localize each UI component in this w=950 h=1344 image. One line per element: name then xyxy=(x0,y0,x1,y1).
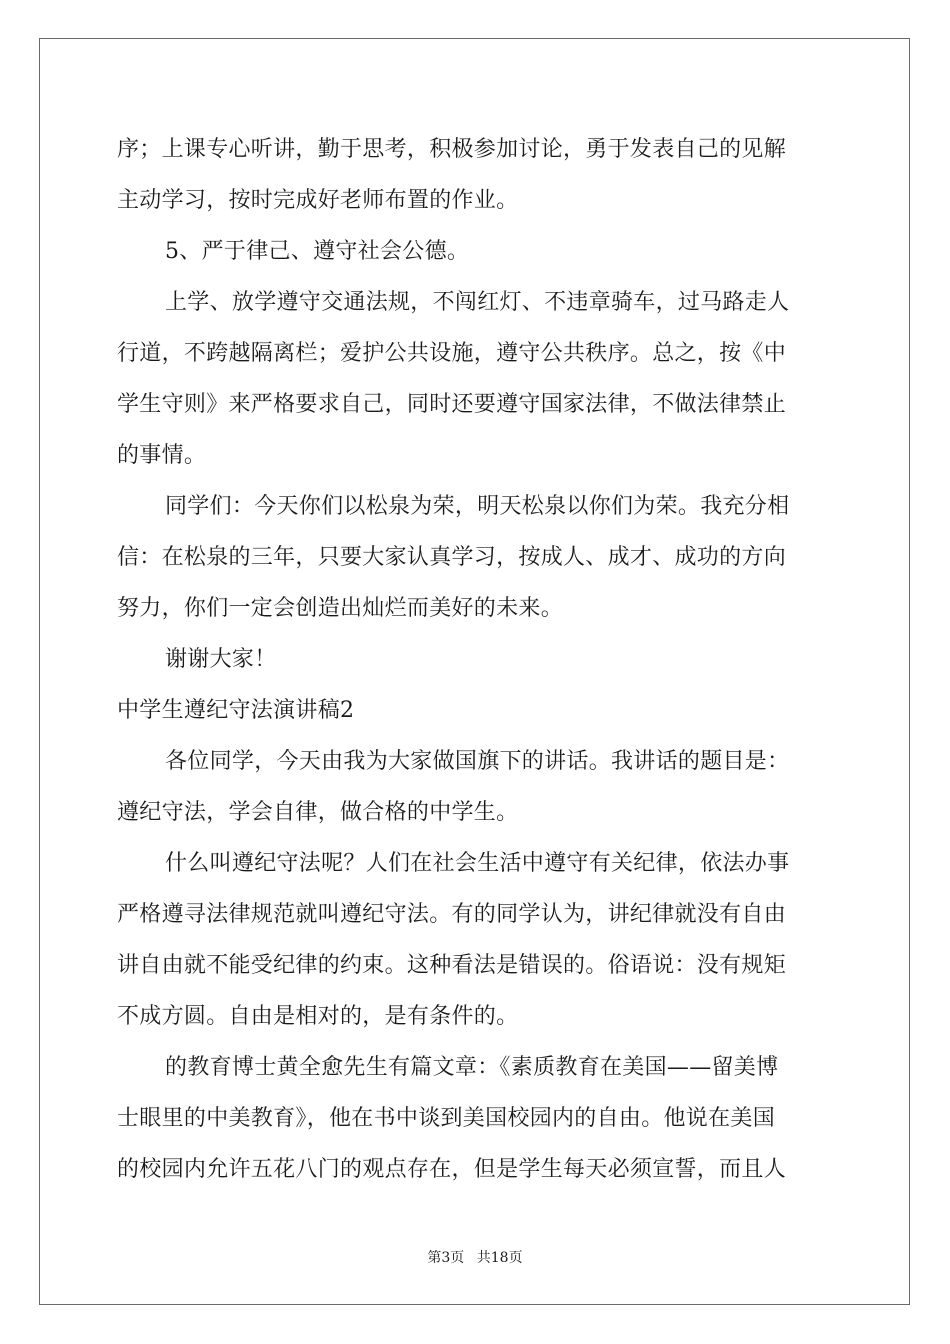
text-line: 主动学习，按时完成好老师布置的作业。 xyxy=(117,188,519,213)
text-line: 序；上课专心听讲，勤于思考，积极参加讨论，勇于发表自己的见解 xyxy=(117,137,787,162)
section-heading: 中学生遵纪守法演讲稿2 xyxy=(117,698,355,723)
text-line: 努力，你们一定会创造出灿烂而美好的未来。 xyxy=(117,596,564,621)
text-line: 的教育博士黄全愈先生有篇文章：《素质教育在美国——留美博 xyxy=(165,1055,779,1080)
text-line: 谢谢大家！ xyxy=(165,647,277,672)
text-line: 各位同学，今天由我为大家做国旗下的讲话。我讲话的题目是： xyxy=(165,749,790,774)
text-line: 的校园内允许五花八门的观点存在，但是学生每天必须宣誓，而且人 xyxy=(117,1157,787,1182)
text-line: 上学、放学遵守交通法规，不闯红灯、不违章骑车，过马路走人 xyxy=(165,290,790,315)
text-line: 讲自由就不能受纪律的约束。这种看法是错误的。俗语说：没有规矩 xyxy=(117,953,787,978)
text-line: 学生守则》来严格要求自己，同时还要遵守国家法律，不做法律禁止 xyxy=(117,392,787,417)
text-line: 什么叫遵纪守法呢？人们在社会生活中遵守有关纪律，依法办事 xyxy=(165,851,790,876)
text-line: 同学们：今天你们以松泉为荣，明天松泉以你们为荣。我充分相 xyxy=(165,494,790,519)
text-line: 信：在松泉的三年，只要大家认真学习，按成人、成才、成功的方向 xyxy=(117,545,787,570)
text-line: 遵纪守法，学会自律，做合格的中学生。 xyxy=(117,800,519,825)
text-line: 5、严于律己、遵守社会公德。 xyxy=(165,239,470,264)
text-line: 行道，不跨越隔离栏；爱护公共设施，遵守公共秩序。总之，按《中 xyxy=(117,341,787,366)
document-body xyxy=(117,128,835,1199)
text-line: 的事情。 xyxy=(117,443,207,468)
text-line: 不成方圆。自由是相对的，是有条件的。 xyxy=(117,1004,519,1029)
page-number: 第3页 xyxy=(427,1250,465,1266)
page-total: 共18页 xyxy=(476,1250,523,1266)
text-line: 士眼里的中美教育》，他在书中谈到美国校园内的自由。他说在美国 xyxy=(117,1106,776,1131)
page-footer xyxy=(0,1247,950,1267)
text-line: 严格遵寻法律规范就叫遵纪守法。有的同学认为，讲纪律就没有自由 xyxy=(117,902,787,927)
